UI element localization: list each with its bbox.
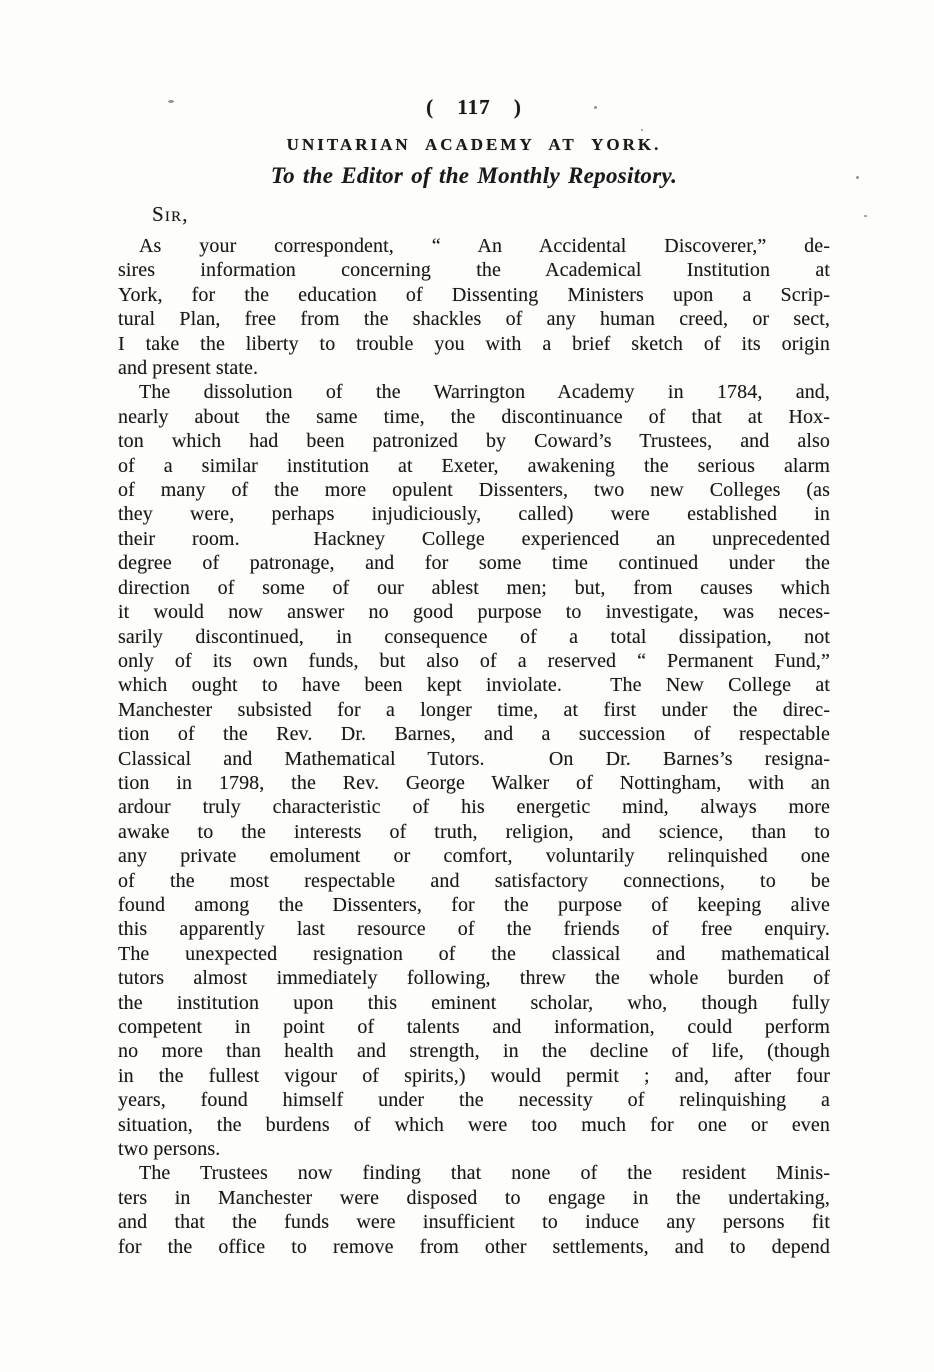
- text-line: The Trustees now finding that none of the resident Minis-: [139, 1162, 830, 1185]
- paragraph-1: [118, 234, 830, 380]
- letter-body: [118, 234, 830, 1259]
- text-line: it would now answer no good purpose to investigate, was neces-: [118, 601, 830, 624]
- page-number: ( 117 ): [426, 95, 522, 119]
- text-line: The dissolution of the Warrington Academy in 1784, and,: [139, 381, 830, 404]
- text-line: found among the Dissenters, for the purpose of keeping alive: [118, 893, 830, 916]
- text-line: two persons.: [118, 1138, 221, 1161]
- text-line: I take the liberty to trouble you with a brief sketch of its origin: [118, 332, 830, 355]
- text-line: tural Plan, free from the shackles of any human creed, or sect,: [118, 308, 830, 331]
- text-line: As your correspondent, “ An Accidental Discoverer,” de-: [139, 235, 830, 257]
- letter-addressee-line: To the Editor of the Monthly Repository.: [270, 163, 678, 188]
- text-line: ardour truly characteristic of his energetic mind, always more: [118, 796, 830, 819]
- text-line: ton which had been patronized by Coward’s Trustees, and also: [118, 430, 830, 453]
- text-line: and present state.: [118, 357, 259, 380]
- text-line: awake to the interests of truth, religion, and science, than to: [118, 820, 830, 843]
- text-line: ters in Manchester were disposed to engage in the undertaking,: [118, 1186, 830, 1209]
- text-line: they were, perhaps injudiciously, called) were established in: [118, 503, 830, 526]
- text-line: degree of patronage, and for some time continued under the: [118, 552, 830, 575]
- scan-speck: [641, 129, 643, 131]
- text-line: no more than health and strength, in the decline of life, (though: [118, 1040, 830, 1063]
- text-line: Manchester subsisted for a longer time, at first under the direc-: [118, 698, 830, 721]
- paragraph-2: [118, 380, 830, 1161]
- text-line: in the fullest vigour of spirits,) would permit ; and, after four: [118, 1064, 830, 1087]
- text-line: tion in 1798, the Rev. George Walker of Nottingham, with an: [118, 771, 830, 794]
- text-line: of the most respectable and satisfactory connections, to be: [118, 869, 830, 892]
- text-line: of many of the more opulent Dissenters, two new Colleges (as: [118, 479, 830, 502]
- article-title: UNITARIAN ACADEMY AT YORK.: [286, 135, 662, 154]
- text-line: direction of some of our ablest men; but, from causes which: [118, 576, 830, 599]
- text-line: sarily discontinued, in consequence of a total dissipation, not: [118, 625, 830, 648]
- text-line: Classical and Mathematical Tutors. On Dr. Barnes’s resigna-: [118, 747, 830, 770]
- scan-speck: [856, 176, 859, 179]
- text-line: which ought to have been kept inviolate. The New College at: [118, 674, 830, 697]
- text-line: tion of the Rev. Dr. Barnes, and a succession of respectable: [118, 723, 830, 746]
- text-line: competent in point of talents and information, could perform: [118, 1016, 830, 1038]
- text-line: this apparently last resource of the friends of free enquiry.: [118, 918, 830, 941]
- scan-speck: [594, 106, 597, 109]
- text-line: their room. Hackney College experienced an unprecedented: [118, 527, 830, 550]
- text-line: years, found himself under the necessity of relinquishing a: [118, 1089, 830, 1112]
- text-line: sires information concerning the Academical Institution at: [118, 259, 830, 282]
- page-content: [118, 94, 830, 1259]
- text-line: nearly about the same time, the discontinuance of that at Hox-: [118, 405, 830, 428]
- text-line: only of its own funds, but also of a reserved “ Permanent Fund,”: [118, 649, 830, 672]
- paragraph-3: [118, 1161, 830, 1259]
- text-line: tutors almost immediately following, threw the whole burden of: [118, 967, 830, 990]
- text-line: York, for the education of Dissenting Ministers upon a Scrip-: [118, 283, 830, 306]
- scan-speck: [168, 100, 174, 103]
- text-line: situation, the burdens of which were too much for one or even: [118, 1113, 830, 1136]
- text-line: any private emolument or comfort, voluntarily relinquished one: [118, 845, 830, 868]
- text-line: the institution upon this eminent scholar, who, though fully: [118, 991, 830, 1014]
- salutation: Sir,: [152, 202, 189, 226]
- text-line: of a similar institution at Exeter, awakening the serious alarm: [118, 454, 830, 477]
- text-line: for the office to remove from other settlements, and to depend: [118, 1235, 830, 1258]
- text-line: and that the funds were insufficient to induce any persons fit: [118, 1211, 830, 1234]
- text-line: The unexpected resignation of the classical and mathematical: [118, 942, 830, 965]
- scan-speck: [864, 215, 867, 217]
